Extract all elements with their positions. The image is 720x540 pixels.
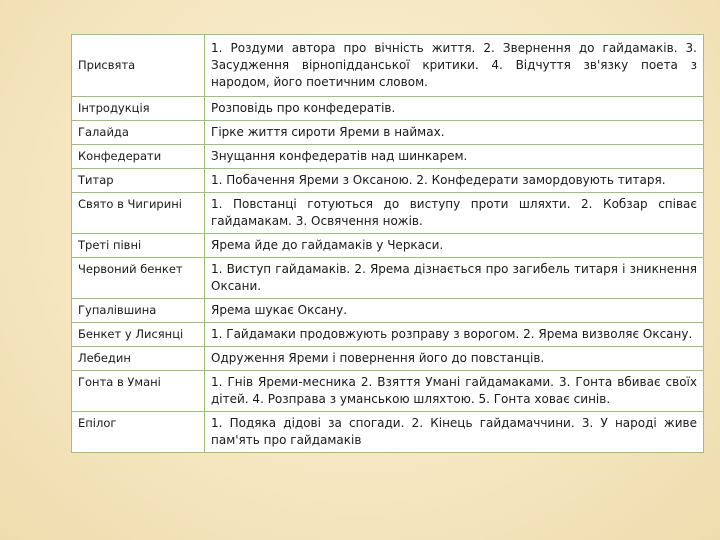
table-row (72, 258, 704, 299)
part-content-cell: 1. Повстанці готуються до виступу проти шляхти. 2. Кобзар співає гайдамакам. 3. Освячення ножів. (205, 193, 704, 234)
part-content-cell: Розповідь про конфедератів. (205, 97, 704, 121)
table-row (72, 371, 704, 412)
table-row (72, 234, 704, 258)
plot-structure-table (71, 34, 704, 453)
part-content-cell: 1. Роздуми автора про вічність життя. 2. Звернення до гайдамаків. 3. Засудження вірнопідданської критики. 4. Відчуття зв'язку поета з народом, його поетичним словом. (205, 35, 704, 97)
part-content-cell: Ярема йде до гайдамаків у Черкаси. (205, 234, 704, 258)
table-row (72, 121, 704, 145)
table-row (72, 193, 704, 234)
part-name-cell: Епілог (72, 412, 205, 453)
part-name-cell: Червоний бенкет (72, 258, 205, 299)
part-name-cell: Треті півні (72, 234, 205, 258)
part-name-cell: Конфедерати (72, 145, 205, 169)
part-content-cell: 1. Гайдамаки продовжують розправу з ворогом. 2. Ярема визволяє Оксану. (205, 323, 704, 347)
table-row (72, 35, 704, 97)
table-row (72, 412, 704, 453)
table-row (72, 323, 704, 347)
part-content-cell: Ярема шукає Оксану. (205, 299, 704, 323)
part-name-cell: Титар (72, 169, 205, 193)
table-row (72, 299, 704, 323)
part-content-cell: 1. Побачення Яреми з Оксаною. 2. Конфедерати замордовують титаря. (205, 169, 704, 193)
part-content-cell: Знущання конфедератів над шинкарем. (205, 145, 704, 169)
part-content-cell: 1. Гнів Яреми-месника 2. Взяття Умані гайдамаками. 3. Гонта вбиває своїх дітей. 4. Розправа з уманською шляхтою. 5. Гонта ховає синів. (205, 371, 704, 412)
table-row (72, 97, 704, 121)
table-row (72, 347, 704, 371)
part-content-cell: 1. Подяка дідові за спогади. 2. Кінець гайдамаччини. 3. У народі живе пам'ять про гайдамаків (205, 412, 704, 453)
part-name-cell: Бенкет у Лисянці (72, 323, 205, 347)
part-name-cell: Інтродукція (72, 97, 205, 121)
part-content-cell: 1. Виступ гайдамаків. 2. Ярема дізнається про загибель титаря і зникнення Оксани. (205, 258, 704, 299)
part-name-cell: Галайда (72, 121, 205, 145)
part-name-cell: Свято в Чигирині (72, 193, 205, 234)
table-row (72, 145, 704, 169)
part-name-cell: Присвята (72, 35, 205, 97)
part-content-cell: Одруження Яреми і повернення його до повстанців. (205, 347, 704, 371)
part-name-cell: Гонта в Умані (72, 371, 205, 412)
table-row (72, 169, 704, 193)
part-name-cell: Лебедин (72, 347, 205, 371)
part-name-cell: Гупалівшина (72, 299, 205, 323)
part-content-cell: Гірке життя сироти Яреми в наймах. (205, 121, 704, 145)
